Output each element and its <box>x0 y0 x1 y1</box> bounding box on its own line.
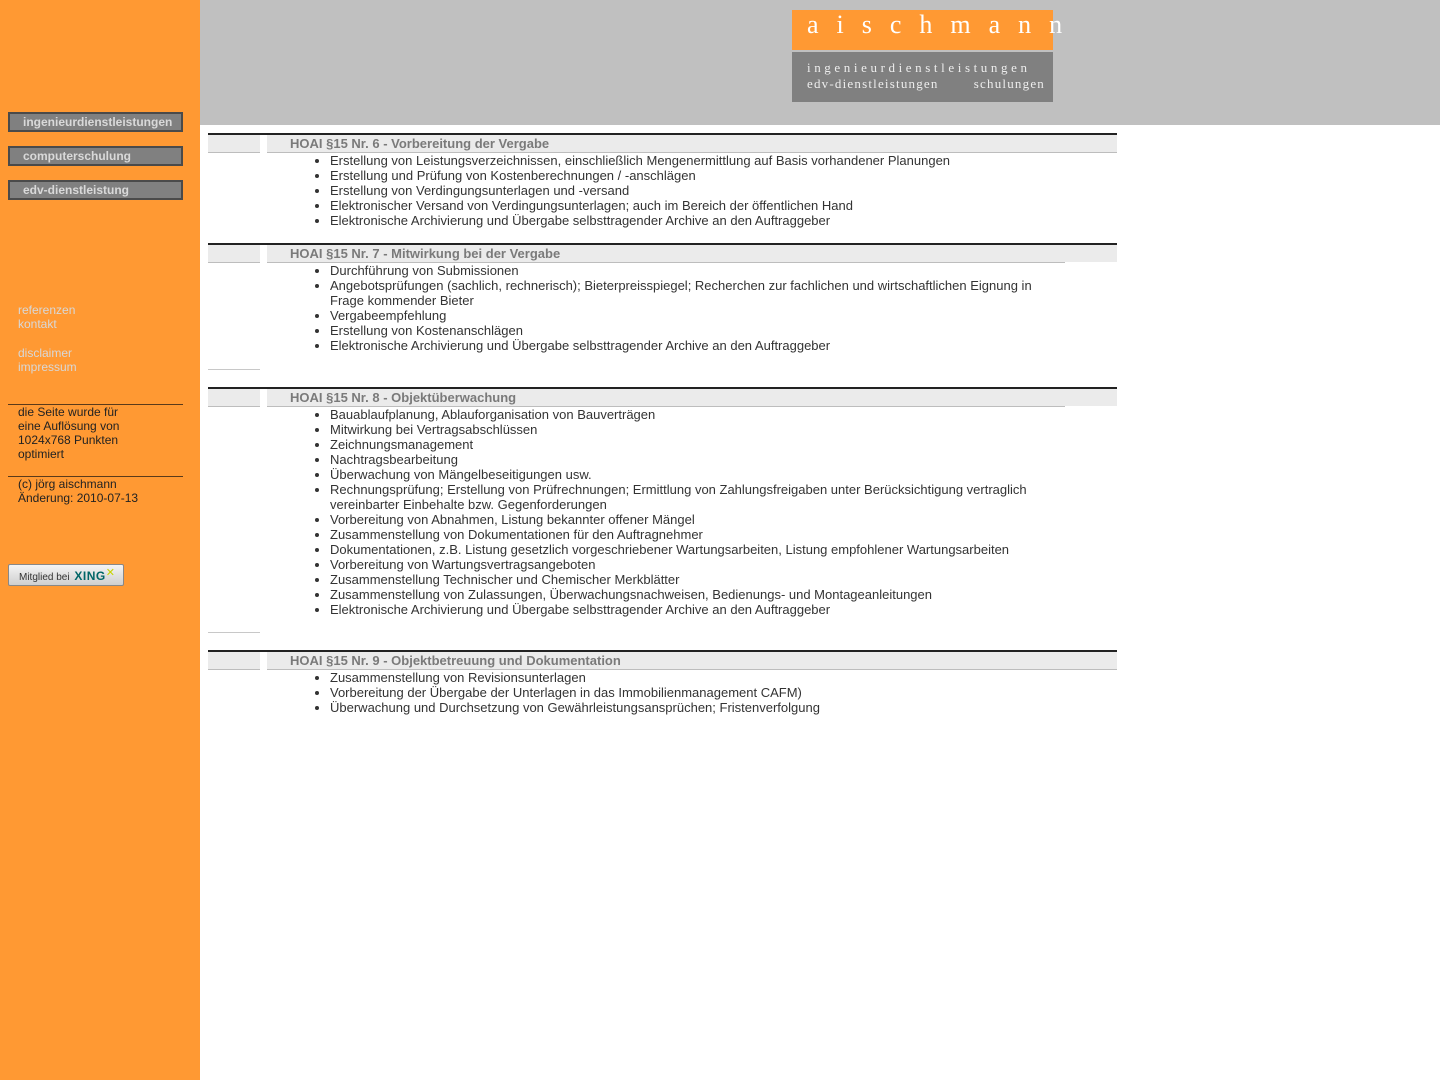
section-title: HOAI §15 Nr. 9 - Objektbetreuung und Dokumentation <box>290 653 621 668</box>
list-item: • Zeichnungsmanagement <box>330 437 1050 452</box>
section-list <box>290 670 820 715</box>
list-item: • Elektronischer Versand von Verdingungsunterlagen; auch im Bereich der öffentlichen Hand <box>330 198 950 213</box>
list-item: • Zusammenstellung Technischer und Chemischer Merkblätter <box>330 572 1050 587</box>
kontakt-link[interactable]: kontakt <box>18 317 57 331</box>
list-item: • Erstellung von Verdingungsunterlagen und -versand <box>330 183 950 198</box>
section-header-extension <box>1065 389 1117 406</box>
section-list <box>290 263 1050 353</box>
xing-x-icon: ✕ <box>105 567 115 579</box>
xing-prefix: Mitglied bei <box>19 572 70 583</box>
tagline-box <box>792 52 1053 102</box>
section-nr8 <box>208 387 1117 637</box>
xing-logo-text: XING <box>74 569 106 583</box>
section-gutter <box>208 245 260 263</box>
list-item: • Überwachung und Durchsetzung von Gewährleistungsansprüchen; Fristenverfolgung <box>330 700 820 715</box>
section-bottom-rule <box>208 369 260 370</box>
list-item: • Vorbereitung von Abnahmen, Listung bekannter offener Mängel <box>330 512 1050 527</box>
list-item: • Erstellung von Leistungsverzeichnissen, einschließlich Mengenermittlung auf Basis vorhandener Planungen <box>330 153 950 168</box>
list-item: • Zusammenstellung von Zulassungen, Überwachungsnachweisen, Bedienungs- und Montageanleitungen <box>330 587 1050 602</box>
list-item: • Zusammenstellung von Revisionsunterlagen <box>330 670 820 685</box>
disclaimer-link[interactable]: disclaimer <box>18 346 73 360</box>
list-item: • Vorbereitung von Wartungsvertragsangeboten <box>330 557 1050 572</box>
list-item: • Vorbereitung der Übergabe der Unterlagen in das Immobilienmanagement CAFM) <box>330 685 820 700</box>
list-item: • Erstellung von Kostenanschlägen <box>330 323 1050 338</box>
section-gutter <box>208 135 260 153</box>
list-item: • Zusammenstellung von Dokumentationen für den Auftragnehmer <box>330 527 1050 542</box>
section-gutter <box>208 389 260 407</box>
section-bottom-rule <box>208 632 260 633</box>
list-item: • Durchführung von Submissionen <box>330 263 1050 278</box>
tagline-schulungen: schulungen <box>973 76 1045 91</box>
referenzen-link[interactable]: referenzen <box>18 303 76 317</box>
section-gutter <box>208 652 260 670</box>
list-item: • Angebotsprüfungen (sachlich, rechnerisch); Bieterpreisspiegel; Recherchen zur fachlichen und wirtschaftlichen Eignung in Frage kommender Bieter <box>330 278 1050 308</box>
section-list <box>290 153 950 228</box>
list-item: • Nachtragsbearbeitung <box>330 452 1050 467</box>
tagline-ingenieur: ingenieurdienstleistungen <box>807 60 1031 75</box>
copyright: (c) jörg aischmann <box>18 477 117 491</box>
resolution-note-line-2: eine Auflösung von <box>18 419 120 433</box>
section-nr7 <box>208 243 1117 373</box>
section-title: HOAI §15 Nr. 6 - Vorbereitung der Vergabe <box>290 136 550 151</box>
section-nr6 <box>208 133 1117 233</box>
brand-logo: aischmann <box>792 10 1053 50</box>
nav-edv-dienstleistung-button[interactable]: edv-dienstleistung <box>8 180 183 200</box>
resolution-note-line-4: optimiert <box>18 447 65 461</box>
list-item: • Dokumentationen, z.B. Listung gesetzlich vorgeschriebener Wartungsarbeiten, Listung empfohlener Wartungsarbeiten <box>330 542 1050 557</box>
list-item: • Elektronische Archivierung und Übergabe selbsttragender Archive an den Auftraggeber <box>330 602 1050 617</box>
list-item: • Mitwirkung bei Vertragsabschlüssen <box>330 422 1050 437</box>
xing-badge[interactable] <box>8 564 124 586</box>
section-list <box>290 407 1050 617</box>
section-title: HOAI §15 Nr. 8 - Objektüberwachung <box>290 390 517 405</box>
sidebar <box>0 0 200 1080</box>
tagline-edv: edv-dienstleistungen <box>807 76 939 91</box>
list-item: • Rechnungsprüfung; Erstellung von Prüfrechnungen; Ermittlung von Zahlungsfreigaben unter Berücksichtigung vertraglich vereinbarter Einbehalte bzw. Gegenforderungen <box>330 482 1050 512</box>
section-nr9 <box>208 650 1117 730</box>
impressum-link[interactable]: impressum <box>18 360 77 374</box>
nav-ingenieurdienstleistungen-button[interactable]: ingenieurdienstleistungen <box>8 112 183 132</box>
section-header-extension <box>1065 245 1117 262</box>
list-item: • Überwachung von Mängelbeseitigungen usw. <box>330 467 1050 482</box>
list-item: • Elektronische Archivierung und Übergabe selbsttragender Archive an den Auftraggeber <box>330 213 950 228</box>
nav-computerschulung-button[interactable]: computerschulung <box>8 146 183 166</box>
resolution-note-line-3: 1024x768 Punkten <box>18 433 119 447</box>
list-item: • Erstellung und Prüfung von Kostenberechnungen / -anschlägen <box>330 168 950 183</box>
resolution-note-line-1: die Seite wurde für <box>18 405 119 419</box>
list-item: • Vergabeempfehlung <box>330 308 1050 323</box>
section-title: HOAI §15 Nr. 7 - Mitwirkung bei der Vergabe <box>290 246 561 261</box>
list-item: • Bauablaufplanung, Ablauforganisation von Bauverträgen <box>330 407 1050 422</box>
last-changed: Änderung: 2010-07-13 <box>18 491 139 505</box>
list-item: • Elektronische Archivierung und Übergabe selbsttragender Archive an den Auftraggeber <box>330 338 1050 353</box>
